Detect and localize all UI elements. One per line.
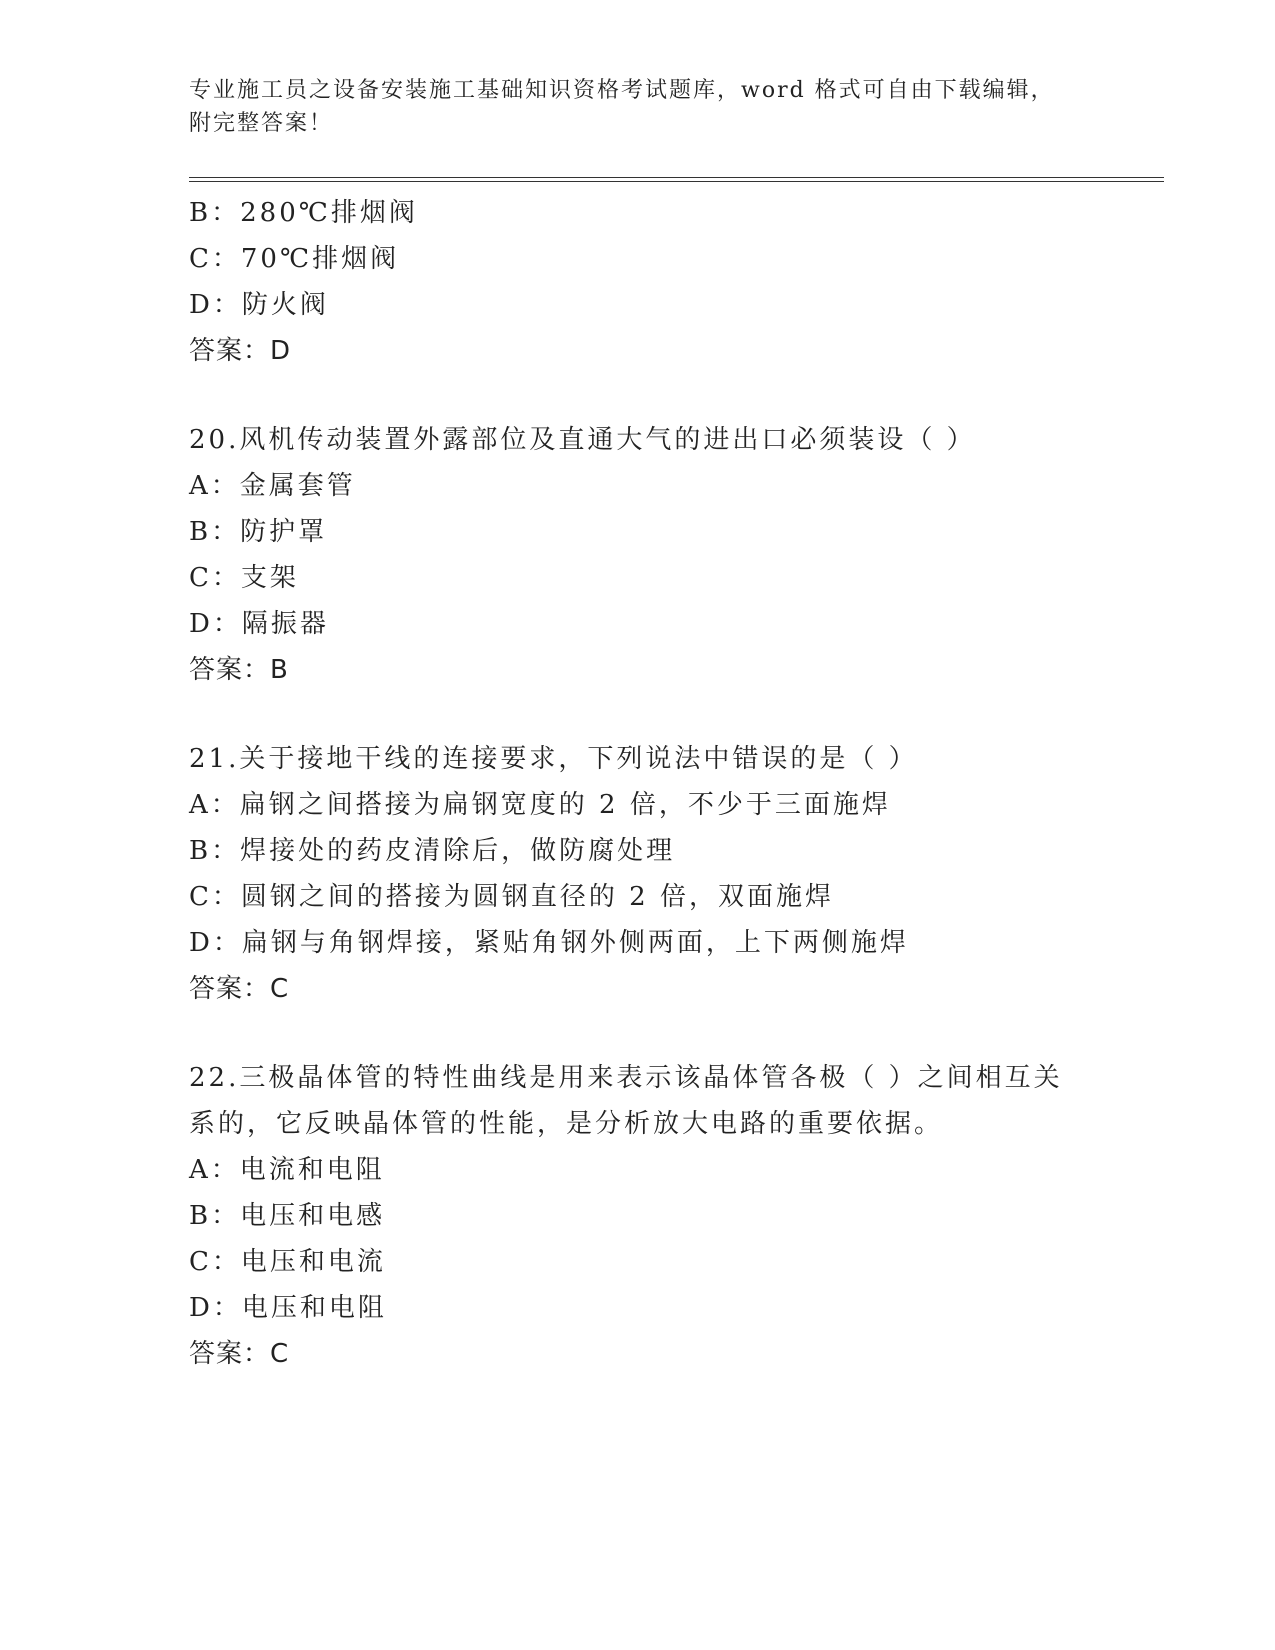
option-d: D：电压和电阻: [189, 1293, 387, 1323]
option-b: B：焊接处的药皮清除后，做防腐处理: [189, 836, 676, 866]
option-d: D：扁钢与角钢焊接，紧贴角钢外侧两面，上下两侧施焊: [189, 928, 909, 958]
document-header: [189, 74, 1089, 140]
header-divider-top: [189, 177, 1164, 178]
question-22: [189, 1055, 1109, 1377]
option-a: A：电流和电阻: [189, 1155, 385, 1185]
option-b: B：电压和电感: [189, 1201, 386, 1231]
option-b: B：280℃排烟阀: [189, 198, 418, 228]
question-list: [189, 190, 1109, 1377]
header-line-1: 专业施工员之设备安装施工基础知识资格考试题库，word 格式可自由下载编辑，: [189, 78, 1055, 103]
question-20: [189, 417, 1109, 693]
option-a: A：扁钢之间搭接为扁钢宽度的 2 倍，不少于三面施焊: [189, 790, 891, 820]
answer-line: 答案：C: [189, 974, 290, 1004]
option-b: B：防护罩: [189, 517, 328, 547]
question-stem: 20.风机传动装置外露部位及直通大气的进出口必须装设（ ）: [189, 425, 976, 455]
question-stem: 21.关于接地干线的连接要求，下列说法中错误的是（ ）: [189, 744, 918, 774]
option-c: C：圆钢之间的搭接为圆钢直径的 2 倍，双面施焊: [189, 882, 834, 912]
answer-line: 答案：C: [189, 1339, 290, 1369]
header-line-2: 附完整答案！: [189, 111, 334, 136]
option-c: C：70℃排烟阀: [189, 244, 400, 274]
question-stem-line-2: 系的，它反映晶体管的性能，是分析放大电路的重要依据。: [189, 1109, 944, 1139]
option-c: C：支架: [189, 563, 299, 593]
answer-line: 答案：B: [189, 655, 289, 685]
header-divider-bottom: [189, 181, 1164, 182]
option-c: C：电压和电流: [189, 1247, 386, 1277]
answer-line: 答案：D: [189, 336, 292, 366]
option-d: D：防火阀: [189, 290, 329, 320]
question-19-continued: [189, 190, 1109, 374]
option-a: A：金属套管: [189, 471, 356, 501]
question-21: [189, 736, 1109, 1012]
option-d: D：隔振器: [189, 609, 329, 639]
question-stem-line-1: 22.三极晶体管的特性曲线是用来表示该晶体管各极（ ）之间相互关: [189, 1063, 1063, 1093]
